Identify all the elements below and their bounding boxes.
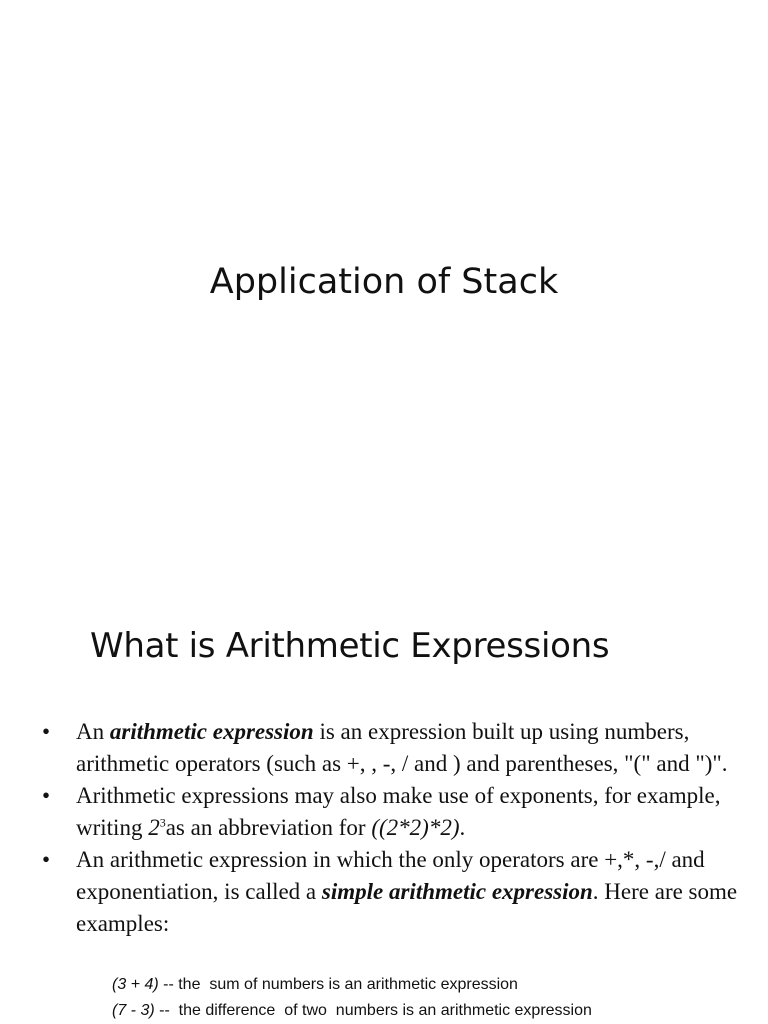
bullet-text: . [459, 815, 466, 840]
example-list [112, 972, 592, 1024]
bullet-item [42, 780, 754, 844]
bullet-emphasis: arithmetic expression [109, 719, 314, 744]
example-expression: (7 - 3) [112, 1002, 155, 1019]
bullet-icon: • [42, 847, 51, 872]
bullet-text: An arithmetic expression in which the only operators are +,*, -,/ and exponentiation, is called a [76, 847, 705, 904]
bullet-formula: ((2*2)*2) [371, 815, 460, 840]
bullet-item [42, 844, 754, 940]
exponent-base: 2 [148, 815, 160, 840]
bullet-icon: • [42, 719, 51, 744]
bullet-list [42, 716, 754, 940]
example-expression: (3 + 4) [112, 976, 159, 993]
bullet-text: Arithmetic expressions may also make use of exponents, for example, writing [76, 783, 721, 840]
example-description: -- the difference of two numbers is an arithmetic expression [154, 1002, 592, 1019]
example-item [112, 998, 592, 1024]
bullet-text: . Here are some examples: [76, 879, 738, 936]
example-description: -- the sum of numbers is an arithmetic expression [158, 976, 518, 993]
bullet-item [42, 716, 754, 780]
bullet-text: An [76, 719, 110, 744]
section-heading: What is Arithmetic Expressions [90, 626, 610, 666]
bullet-text: is an expression built up using numbers, arithmetic operators (such as +, , -, / and ) and parentheses, "(" and ")". [76, 719, 728, 776]
example-item [112, 972, 592, 998]
bullet-text: as an abbreviation for [165, 815, 372, 840]
bullet-emphasis: simple arithmetic expression [321, 879, 593, 904]
bullet-icon: • [42, 783, 51, 808]
exponent-power: 3 [159, 815, 166, 830]
slide-title: Application of Stack [209, 262, 559, 302]
